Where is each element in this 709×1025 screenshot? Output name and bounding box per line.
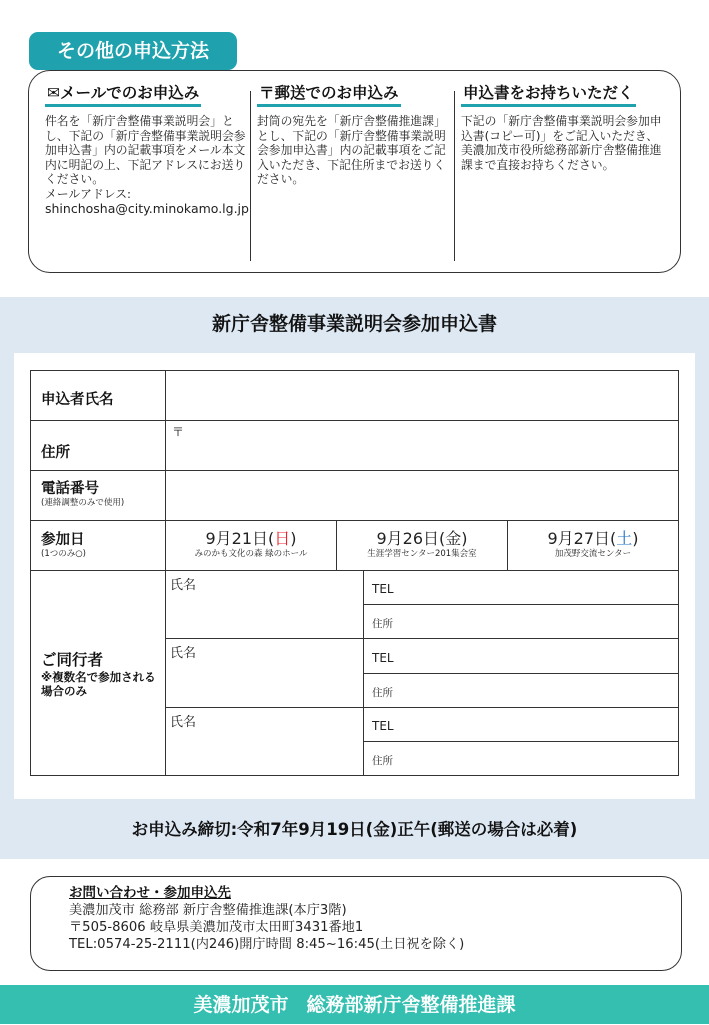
envelope-icon: ✉	[47, 84, 60, 102]
bring-method-body: 下記の「新庁舎整備事業説明会参加申込書(コピー可)」をご記入いただき、美濃加茂市役所総務部新庁舎整備推進課まで直接お持ちください。	[461, 114, 662, 172]
companion-address-field[interactable]: 住所	[363, 604, 679, 639]
footer-city: 美濃加茂市	[193, 994, 289, 1016]
phone-note: (連絡調整のみで使用)	[41, 498, 125, 508]
venue-1: みのかも文化の森 緑のホール	[194, 549, 308, 559]
mail-method-body: 封筒の宛先を「新庁舎整備推進課」とし、下記の「新庁舎整備事業説明会参加申込書」内の記載事項をご記入いただき、下記住所までお送りください。	[257, 114, 446, 187]
companion-name-field[interactable]: 氏名	[165, 707, 364, 776]
companion-name-field[interactable]: 氏名	[165, 570, 364, 639]
mail-method-heading: 〒郵送でのお申込み	[257, 83, 401, 107]
date-option-2[interactable]: 9月26日(金) 生涯学習センター201集会室	[336, 520, 508, 571]
venue-2: 生涯学習センター201集会室	[367, 549, 477, 559]
companion-tel-field[interactable]: TEL	[363, 638, 679, 674]
bring-method	[461, 83, 669, 172]
email-address[interactable]: shinchosha@city.minokamo.lg.jp	[45, 200, 249, 216]
email-method	[45, 83, 250, 216]
venue-3: 加茂野交流センター	[554, 549, 632, 559]
date-option-1[interactable]: 9月21日(日) みのかも文化の森 緑のホール	[165, 520, 337, 571]
name-field[interactable]	[165, 370, 679, 421]
companion-label-cell	[30, 570, 166, 776]
name-label: 申込者氏名	[41, 392, 114, 408]
email-method-heading: ✉メールでのお申込み	[45, 83, 201, 107]
companion-name-field[interactable]: 氏名	[165, 638, 364, 708]
date-note: (1つのみ○)	[41, 549, 86, 559]
phone-label-cell	[30, 470, 166, 521]
companion-address-field[interactable]: 住所	[363, 741, 679, 776]
address-label-cell	[30, 420, 166, 471]
email-method-body: 件名を「新庁舎整備事業説明会」とし、下記の「新庁舎整備事業説明会参加申込書」内の記載事項をメール本文内に明記の上、下記アドレスにお送りください。 メールアドレス: shinchosha@city.minokamo.lg.jp	[45, 114, 249, 216]
deadline: お申込み締切:令和7年9月19日(金)正午(郵送の場合は必着)	[131, 820, 578, 839]
footer	[0, 985, 709, 1024]
contact-line: 〒505-8606 岐阜県美濃加茂市太田町3431番地1	[69, 920, 364, 935]
postal-mark: 〒	[172, 425, 185, 439]
name-label-cell	[30, 370, 166, 421]
contact-line: TEL:0574-25-2111(内246)開庁時間 8:45~16:45(土日祝を除く)	[69, 937, 465, 952]
date-label-cell	[30, 520, 166, 571]
date-option-3[interactable]: 9月27日(土) 加茂野交流センター	[507, 520, 679, 571]
phone-label: 電話番号 (連絡調整のみで使用)	[41, 481, 125, 508]
form-title: 新庁舎整備事業説明会参加申込書	[211, 313, 497, 335]
other-methods-title: その他の申込方法	[29, 32, 237, 70]
companion-tel-field[interactable]: TEL	[363, 570, 679, 605]
divider	[454, 91, 455, 261]
divider	[250, 91, 251, 261]
contact-line: 美濃加茂市 総務部 新庁舎整備推進課(本庁3階)	[69, 903, 347, 918]
bring-method-heading: 申込書をお持ちいただく	[461, 83, 636, 107]
footer-department: 総務部新庁舎整備推進課	[306, 994, 516, 1016]
companion-note: ※複数名で参加される場合のみ	[41, 670, 156, 698]
contact-title: お問い合わせ・参加申込先	[69, 885, 231, 901]
companion-tel-field[interactable]: TEL	[363, 707, 679, 742]
mail-method	[257, 83, 450, 187]
address-label: 住所	[41, 445, 70, 461]
other-methods-box	[28, 70, 681, 273]
email-address-label: メールアドレス:	[45, 186, 131, 201]
date-label: 参加日 (1つのみ○)	[41, 532, 86, 559]
contact-box	[30, 876, 682, 971]
companion-address-field[interactable]: 住所	[363, 673, 679, 708]
companion-label: ご同行者 ※複数名で参加される場合のみ	[41, 651, 161, 698]
phone-field[interactable]	[165, 470, 679, 521]
address-field[interactable]	[165, 420, 679, 471]
